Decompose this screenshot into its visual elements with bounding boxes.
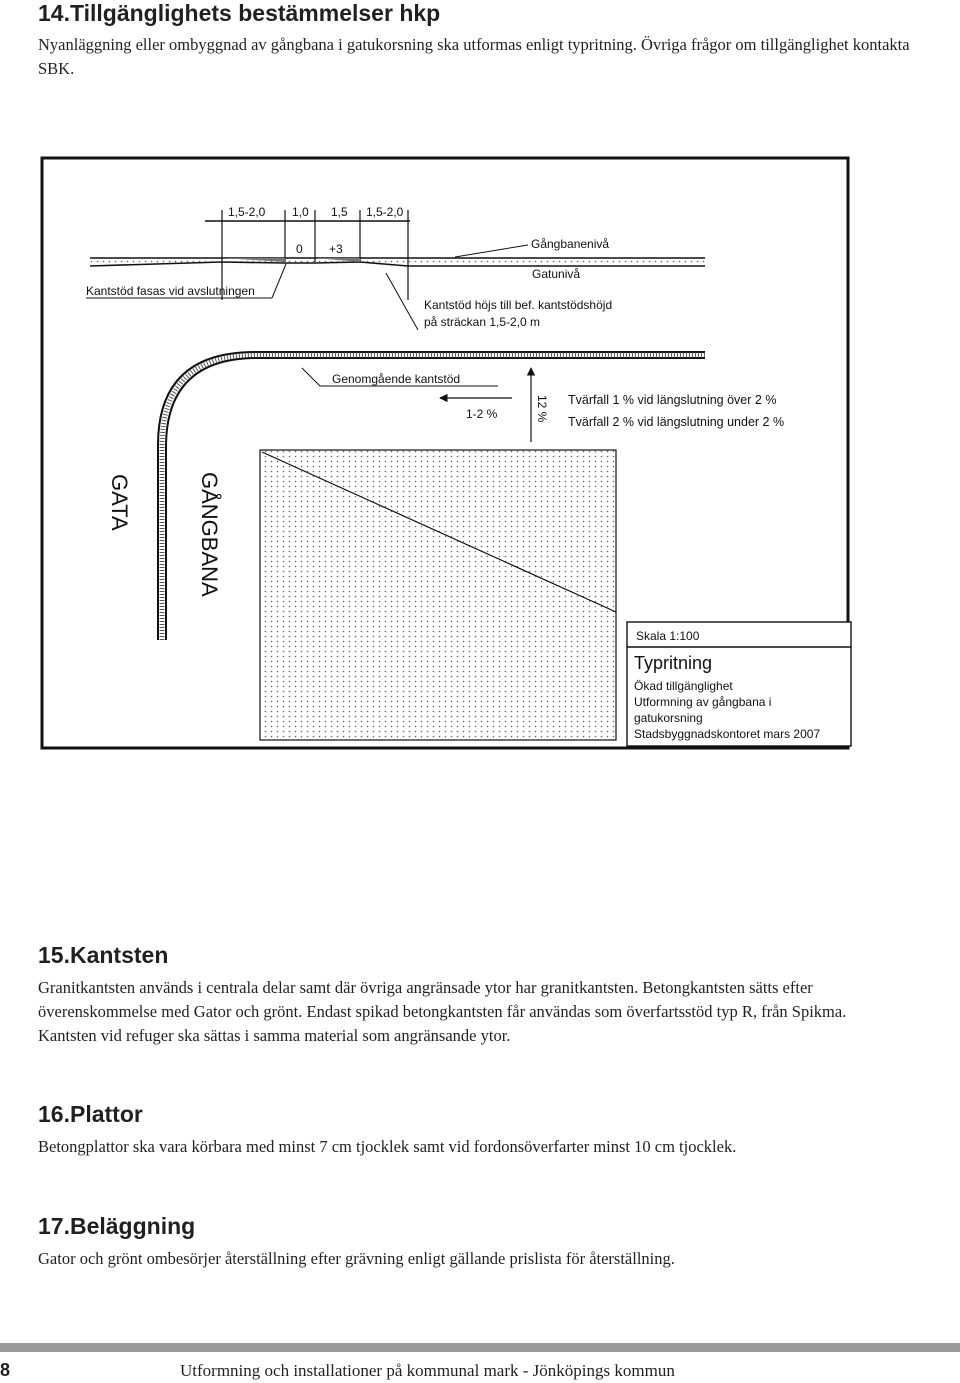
section-17-text: Gator och grönt ombesörjer återställning efter grävning enligt gällande prislista för återställning.	[38, 1249, 675, 1268]
leader-line	[272, 264, 286, 298]
section-16-text: Betongplattor ska vara körbara med minst 7 cm tjocklek samt vid fordonsöverfarter minst 10 cm tjocklek.	[38, 1137, 737, 1156]
curb-band	[90, 258, 705, 266]
leader-line	[455, 245, 528, 257]
dim-label-4: 1,5-2,0	[366, 205, 404, 219]
title-block-line2: Utformning av gångbana i	[634, 695, 772, 709]
height-label-0: 0	[296, 242, 303, 256]
section-15-text: Granitkantsten används i centrala delar samt där övriga angränsade ytor har granitkantsten. Betongkantsten sätts efter överenskommelse med Gator och grönt. Endast spikad betongkantsten får användas som överfartsstöd typ R, från Spikma. Kantsten vid refuger ska sättas i samma material som angränsande ytor.	[38, 978, 847, 1045]
section-17-heading: 17.Beläggning	[38, 1213, 196, 1239]
title-block-line3: gatukorsning	[634, 711, 703, 725]
label-hojs-line2: på sträckan 1,5-2,0 m	[424, 315, 541, 329]
label-slope-vertical: 12 %	[535, 395, 549, 423]
label-gata: GATA	[107, 474, 132, 531]
label-tvarfall-2: Tvärfall 2 % vid längslutning under 2 %	[568, 415, 785, 429]
dim-label-1: 1,5-2,0	[228, 205, 266, 219]
label-slope-12: 1-2 %	[466, 407, 498, 421]
label-fasas: Kantstöd fasas vid avslutningen	[86, 284, 255, 298]
footer-text: Utformning och installationer på kommunal mark - Jönköpings kommun	[180, 1361, 675, 1380]
title-block-title: Typritning	[634, 653, 713, 673]
height-label-plus3: +3	[329, 242, 343, 256]
dim-label-3: 1,5	[331, 205, 348, 219]
section-14-heading: 14.Tillgänglighets bestämmelser hkp	[38, 0, 441, 26]
dim-label-2: 1,0	[292, 205, 309, 219]
footer-rule	[0, 1343, 960, 1352]
section-15-heading: 15.Kantsten	[38, 942, 169, 968]
section-16-heading: 16.Plattor	[38, 1101, 143, 1127]
section-14-text: Nyanläggning eller ombyggnad av gångbana i gatukorsning ska utformas enligt typritning. Övriga frågor om tillgänglighet kontakta SBK.	[38, 35, 910, 78]
label-gangbaneniva: Gångbanenivå	[531, 237, 610, 251]
typical-drawing	[0, 140, 960, 760]
title-block-line4: Stadsbyggnadskontoret mars 2007	[634, 727, 821, 741]
sidewalk-area	[260, 450, 616, 740]
label-gatuniva: Gatunivå	[532, 267, 581, 281]
label-gangbana: GÅNGBANA	[197, 472, 222, 597]
leader-line	[386, 273, 418, 330]
title-block-line1: Ökad tillgänglighet	[634, 679, 733, 693]
label-tvarfall-1: Tvärfall 1 % vid längslutning över 2 %	[568, 393, 777, 407]
page-number: 8	[0, 1360, 11, 1380]
label-genomgaende: Genomgående kantstöd	[332, 372, 461, 386]
label-hojs-line1: Kantstöd höjs till bef. kantstödshöjd	[424, 298, 613, 312]
title-block-scale: Skala 1:100	[636, 629, 700, 643]
